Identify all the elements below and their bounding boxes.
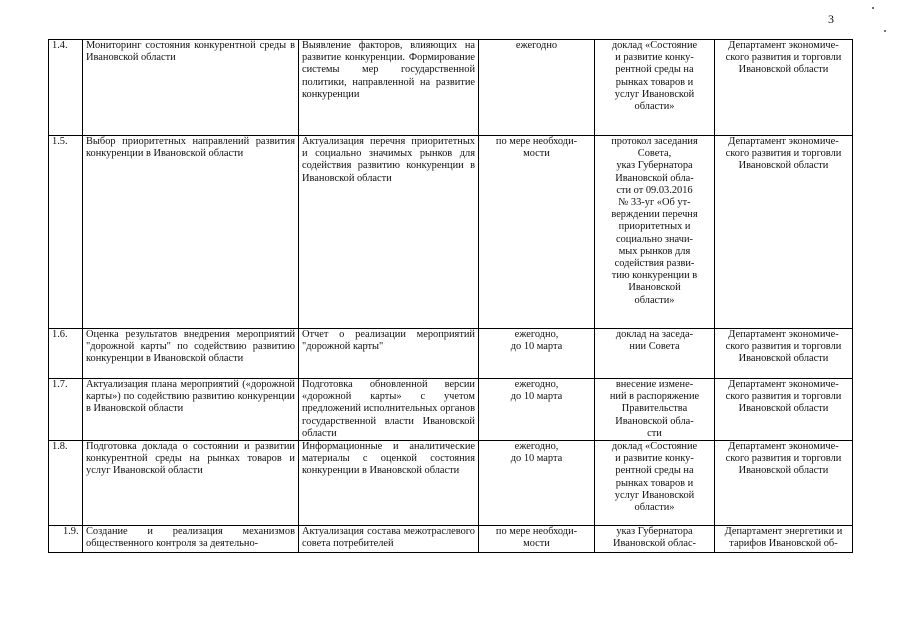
activity-term: ежегодно, до 10 марта — [479, 329, 595, 379]
scan-speck — [884, 30, 886, 32]
activity-content: Выявление факторов, влияющих на развитие конкуренции. Формирование системы мер государственной политики, направленной на развитие конкуренции — [299, 40, 479, 136]
scan-speck — [872, 7, 874, 9]
item-number: 1.6. — [49, 329, 83, 379]
table-row — [49, 40, 853, 136]
activity-executor: Департамент экономиче- ского развития и торговли Ивановской области — [715, 40, 853, 136]
activity-executor: Департамент энергетики и тарифов Ивановской об- — [715, 526, 853, 553]
activity-result: протокол заседания Совета, указ Губернатора Ивановской обла- сти от 09.03.2016 № 33-уг «Об ут- верждении перечня приоритетных и социально значи- мых рынков для содействия разви- тию конкуренции в Ивановской области» — [595, 136, 715, 329]
table-row — [49, 441, 853, 526]
activity-content: Актуализация состава межотраслевого совета потребителей — [299, 526, 479, 553]
activity-content: Подготовка обновленной версии «дорожной карты» с учетом предложений исполнительных органов государственной власти Ивановской области — [299, 379, 479, 441]
activity-content: Информационные и аналитические материалы с оценкой состояния конкуренции в Ивановской области — [299, 441, 479, 526]
activity-result: доклад «Состояние и развитие конку- рентной среды на рынках товаров и услуг Ивановской области» — [595, 441, 715, 526]
item-number: 1.8. — [49, 441, 83, 526]
activity-term: ежегодно, до 10 марта — [479, 379, 595, 441]
page-number: 3 — [828, 12, 834, 26]
activity-name: Актуализация плана мероприятий («дорожной карты») по содействию развитию конкуренции в Ивановской области — [83, 379, 299, 441]
activity-result: указ Губернатора Ивановской облас- — [595, 526, 715, 553]
activity-executor: Департамент экономиче- ского развития и торговли Ивановской области — [715, 379, 853, 441]
activity-term: по мере необходи- мости — [479, 526, 595, 553]
activity-content: Отчет о реализации мероприятий "дорожной карты" — [299, 329, 479, 379]
activity-executor: Департамент экономиче- ского развития и торговли Ивановской области — [715, 329, 853, 379]
item-number: 1.9. — [49, 526, 83, 553]
item-number: 1.4. — [49, 40, 83, 136]
activity-result: доклад «Состояние и развитие конку- рентной среды на рынках товаров и услуг Ивановской области» — [595, 40, 715, 136]
table-row — [49, 329, 853, 379]
table-row — [49, 136, 853, 329]
activity-executor: Департамент экономиче- ского развития и торговли Ивановской области — [715, 441, 853, 526]
activity-content: Актуализация перечня приоритетных и социально значимых рынков для содействия развитию конкуренции в Ивановской области — [299, 136, 479, 329]
activity-result: доклад на заседа- нии Совета — [595, 329, 715, 379]
activity-term: ежегодно — [479, 40, 595, 136]
activity-executor: Департамент экономиче- ского развития и торговли Ивановской области — [715, 136, 853, 329]
roadmap-table — [48, 39, 853, 553]
activity-term: ежегодно, до 10 марта — [479, 441, 595, 526]
activity-name: Подготовка доклада о состоянии и развитии конкурентной среды на рынках товаров и услуг Ивановской области — [83, 441, 299, 526]
item-number: 1.7. — [49, 379, 83, 441]
table-row — [49, 379, 853, 441]
activity-result: внесение измене- ний в распоряжение Правительства Ивановской обла- сти — [595, 379, 715, 441]
activity-name: Создание и реализация механизмов общественного контроля за деятельно- — [83, 526, 299, 553]
item-number: 1.5. — [49, 136, 83, 329]
activity-term: по мере необходи- мости — [479, 136, 595, 329]
table-row — [49, 526, 853, 553]
activity-name: Мониторинг состояния конкурентной среды в Ивановской области — [83, 40, 299, 136]
activity-name: Оценка результатов внедрения мероприятий "дорожной карты" по содействию развитию конкуренции в Ивановской области — [83, 329, 299, 379]
activity-name: Выбор приоритетных направлений развития конкуренции в Ивановской области — [83, 136, 299, 329]
